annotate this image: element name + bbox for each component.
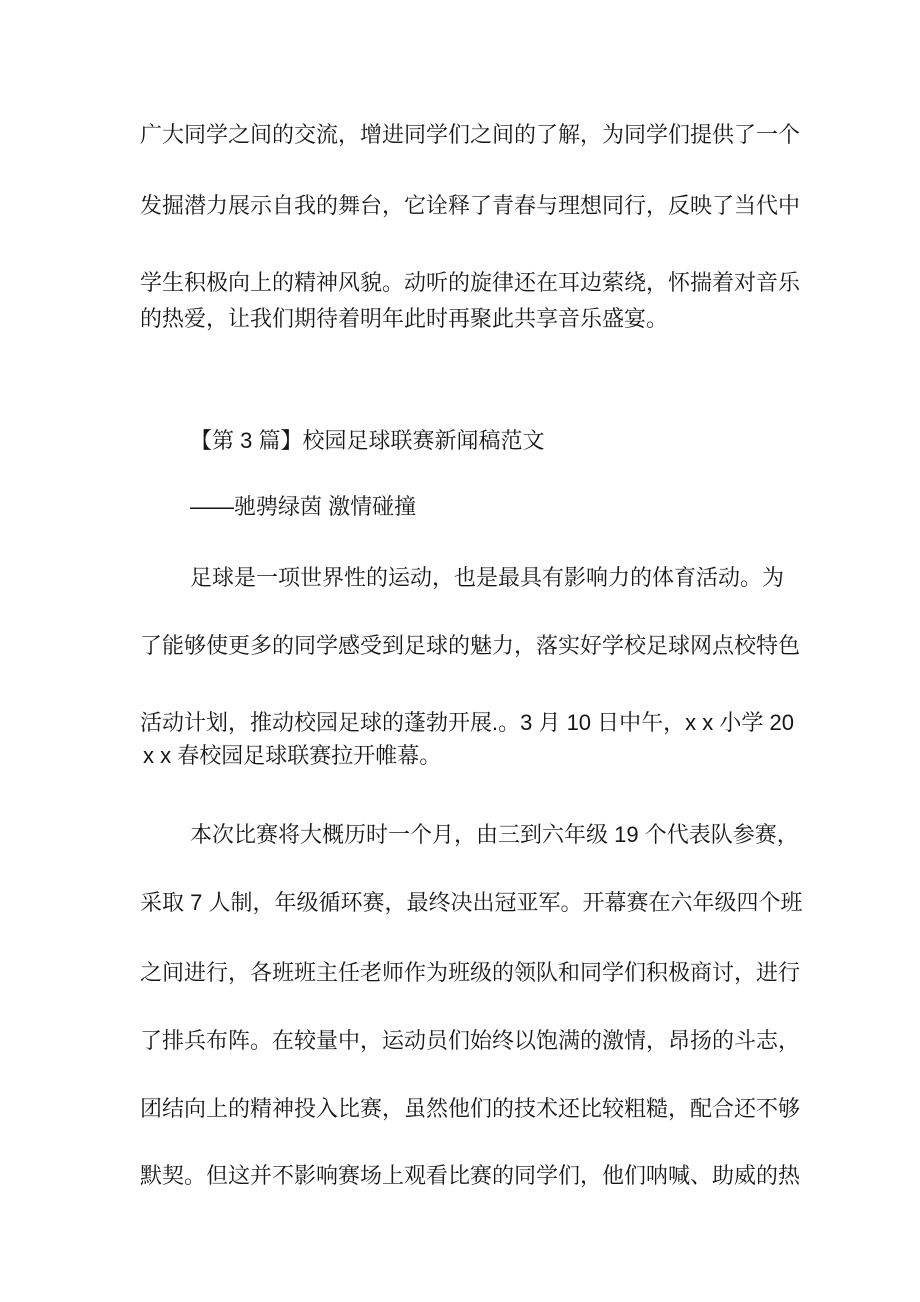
- text-line-7: 足球是一项世界性的运动，也是最具有影响力的体育活动。为: [190, 565, 785, 590]
- text-line-13: 之间进行，各班班主任老师作为班级的领队和同学们积极商讨，进行: [140, 960, 801, 985]
- text-line-15: 团结向上的精神投入比赛，虽然他们的技术还比较粗糙，配合还不够: [140, 1096, 801, 1121]
- text-line-2: 发掘潜力展示自我的舞台，它诠释了青春与理想同行，反映了当代中: [140, 193, 801, 218]
- text-line-16: 默契。但这并不影响赛场上观看比赛的同学们，他们呐喊、助威的热: [140, 1163, 801, 1188]
- text-line-10: x x 春校园足球联赛拉开帷幕。: [143, 743, 442, 768]
- text-line-1: 广大同学之间的交流，增进同学们之间的了解，为同学们提供了一个: [140, 122, 801, 147]
- text-line-9: 活动计划，推动校园足球的蓬勃开展.。3 月 10 日中午，x x 小学 20: [140, 710, 794, 735]
- text-line-6: ——驰骋绿茵 激情碰撞: [190, 494, 417, 519]
- text-line-5: 【第 3 篇】校园足球联赛新闻稿范文: [190, 428, 545, 453]
- text-line-3: 学生积极向上的精神风貌。动听的旋律还在耳边萦绕，怀揣着对音乐: [140, 270, 801, 295]
- text-line-8: 了能够使更多的同学感受到足球的魅力，落实好学校足球网点校特色: [140, 633, 801, 658]
- text-line-4: 的热爱，让我们期待着明年此时再聚此共享音乐盛宴。: [140, 306, 669, 331]
- text-line-11: 本次比赛将大概历时一个月，由三到六年级 19 个代表队参赛，: [190, 822, 799, 847]
- text-line-14: 了排兵布阵。在较量中，运动员们始终以饱满的激情，昂扬的斗志，: [140, 1028, 801, 1053]
- text-line-12: 采取 7 人制，年级循环赛，最终决出冠亚军。开幕赛在六年级四个班: [140, 890, 803, 915]
